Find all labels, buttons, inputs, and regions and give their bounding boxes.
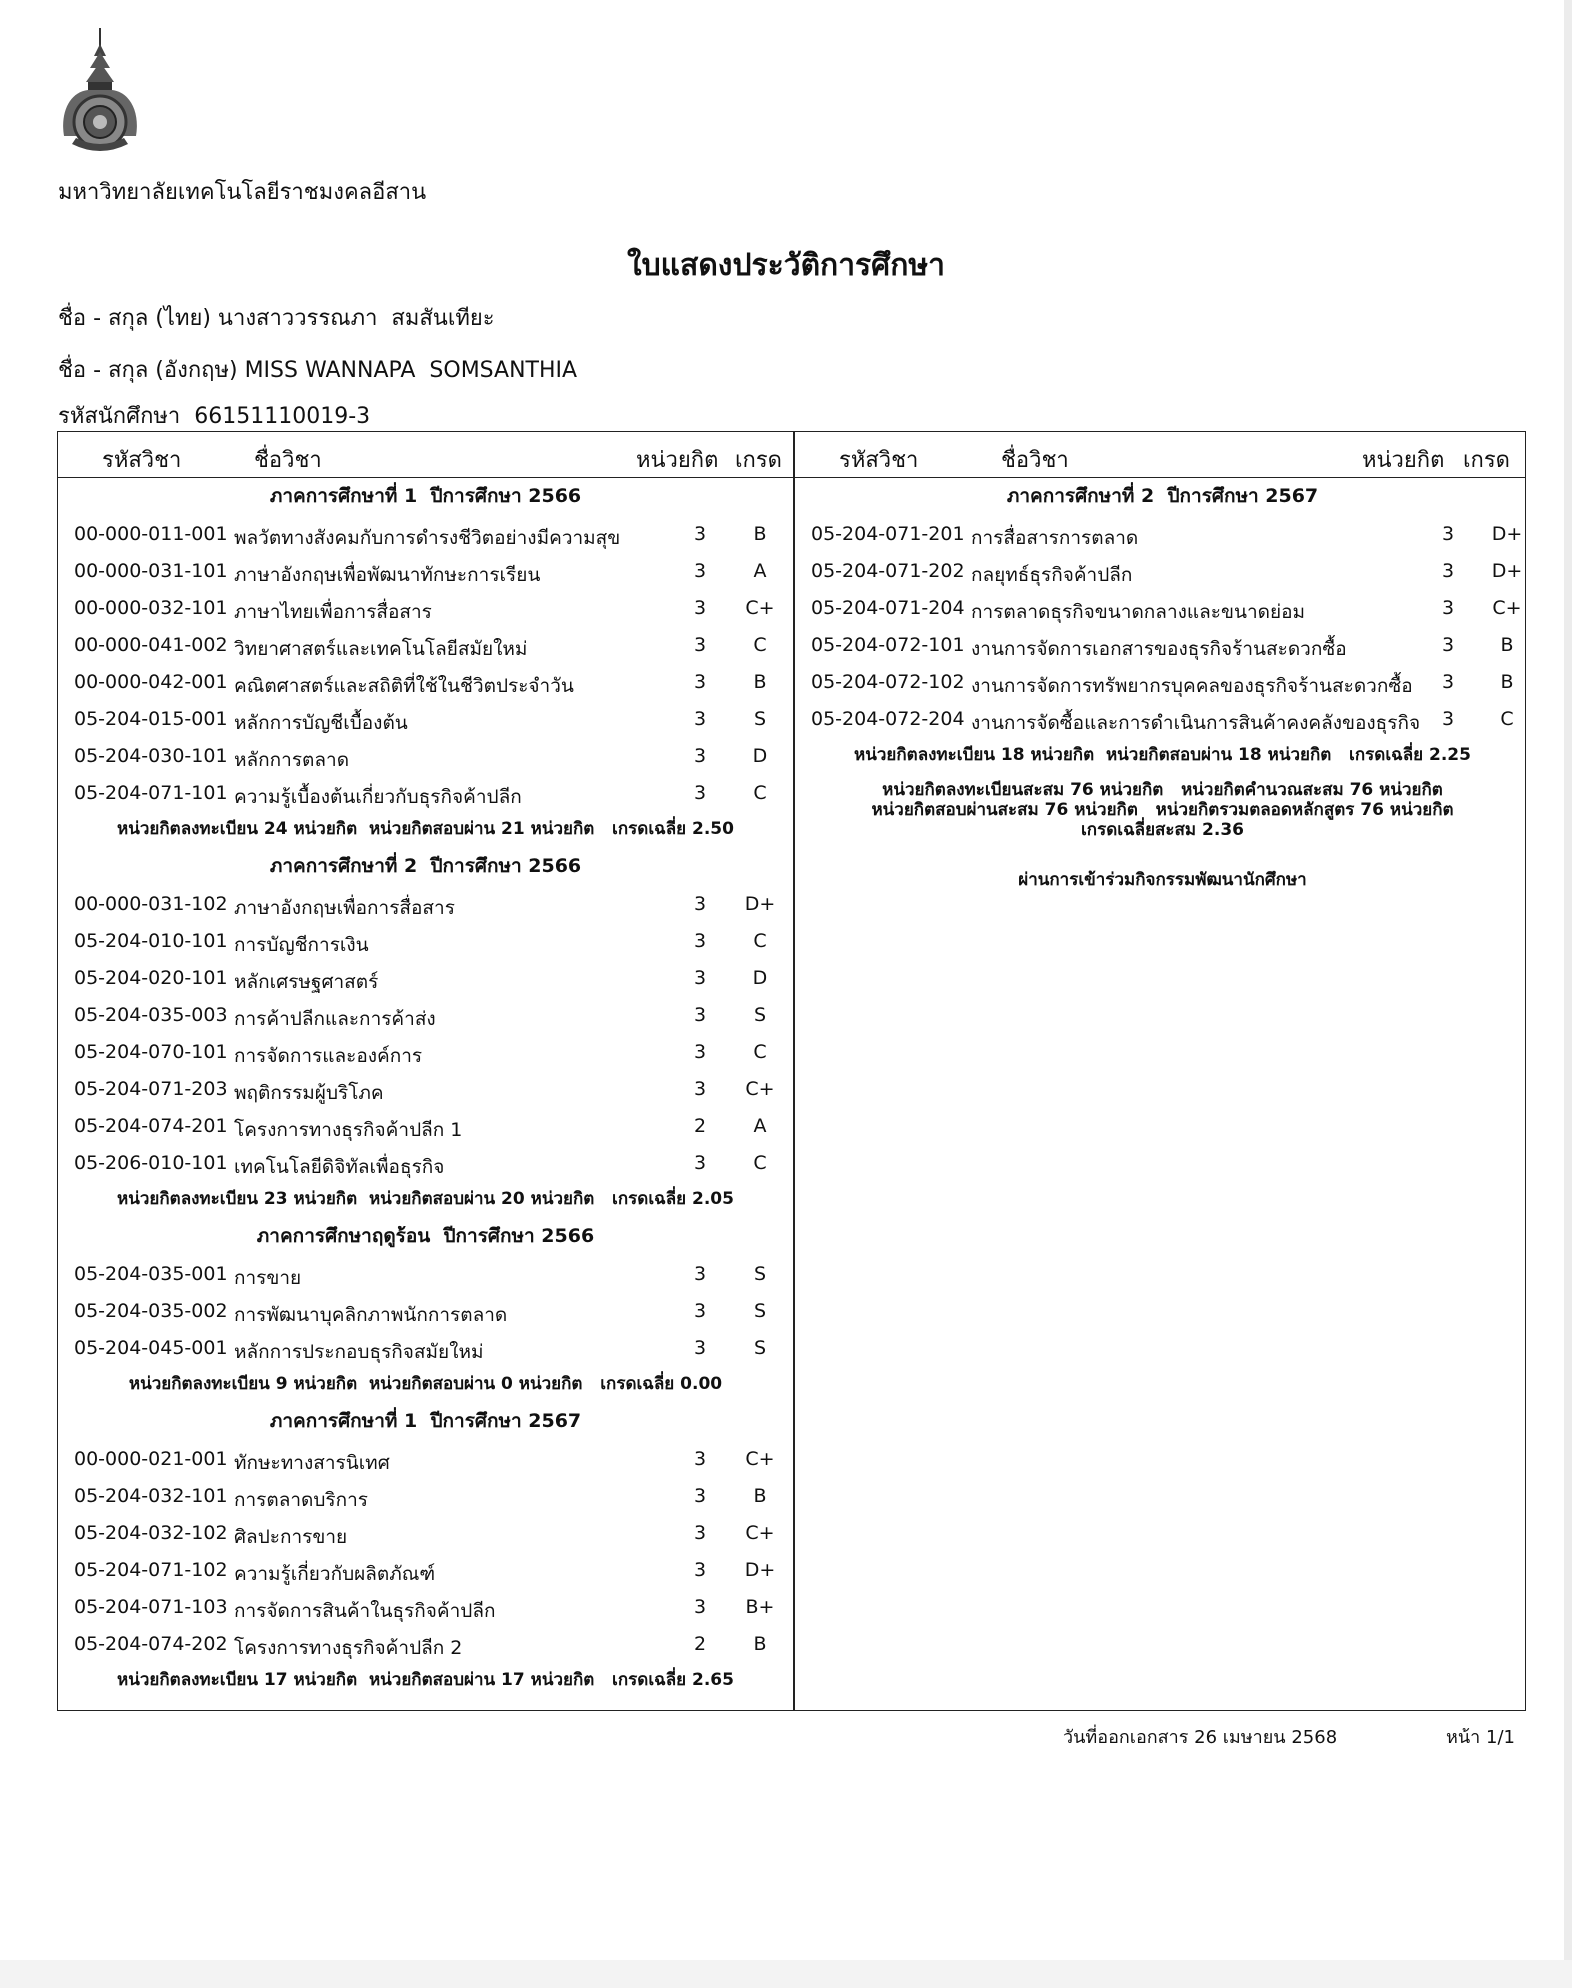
course-name: งานการจัดการทรัพยากรบุคคลของธุรกิจร้านสะดวกซื้อ	[971, 675, 1413, 697]
course-grade: C	[753, 1152, 767, 1174]
course-row	[58, 996, 793, 1033]
course-name: โครงการทางธุรกิจค้าปลีก 1	[234, 1119, 463, 1141]
course-grade: D+	[744, 1559, 776, 1581]
course-name: การจัดการสินค้าในธุรกิจค้าปลีก	[234, 1600, 496, 1622]
course-credits: 3	[1441, 634, 1455, 656]
course-row	[58, 1588, 793, 1625]
course-name: ภาษาอังกฤษเพื่อการสื่อสาร	[234, 897, 455, 919]
course-grade: C+	[745, 1448, 775, 1470]
course-grade: S	[753, 1263, 767, 1285]
course-credits: 3	[693, 782, 707, 804]
semester-title: ภาคการศึกษาที่ 1 ปีการศึกษา 2566	[269, 485, 582, 507]
course-grade: B	[753, 671, 767, 693]
course-credits: 3	[693, 1078, 707, 1100]
course-code: 00-000-032-101	[74, 597, 228, 619]
course-credits: 3	[1441, 597, 1455, 619]
course-code: 00-000-031-102	[74, 893, 228, 915]
student-id-line	[58, 398, 370, 433]
course-row	[58, 922, 793, 959]
course-row	[58, 1551, 793, 1588]
course-credits: 3	[693, 523, 707, 545]
course-name: คณิตศาสตร์และสถิติที่ใช้ในชีวิตประจำวัน	[234, 675, 574, 697]
course-credits: 3	[693, 893, 707, 915]
course-name: งานการจัดซื้อและการดำเนินการสินค้าคงคลังของธุรกิจ	[971, 712, 1421, 734]
semester-title: ภาคการศึกษาที่ 2 ปีการศึกษา 2567	[1006, 485, 1319, 507]
course-credits: 3	[693, 708, 707, 730]
course-row	[58, 589, 793, 626]
course-grade: C	[753, 1041, 767, 1063]
course-code: 05-204-045-001	[74, 1337, 228, 1359]
course-credits: 3	[693, 1522, 707, 1544]
course-name: การตลาดบริการ	[234, 1489, 369, 1511]
course-grade: D+	[1491, 560, 1523, 582]
course-grade: B+	[745, 1596, 775, 1618]
course-code: 05-204-030-101	[74, 745, 228, 767]
course-name: พฤติกรรมผู้บริโภค	[234, 1082, 384, 1104]
course-name: พลวัตทางสังคมกับการดำรงชีวิตอย่างมีความสุข	[234, 527, 621, 549]
course-grade: C+	[745, 1078, 775, 1100]
semester-title: ภาคการศึกษาที่ 2 ปีการศึกษา 2566	[269, 855, 582, 877]
name-thai-label: ชื่อ - สกุล (ไทย)	[58, 306, 211, 331]
course-credits: 3	[693, 671, 707, 693]
course-code: 05-204-035-003	[74, 1004, 228, 1026]
course-credits: 2	[693, 1633, 707, 1655]
header-name-left: ชื่อวิชา	[254, 448, 322, 473]
course-code: 05-204-072-102	[811, 671, 965, 693]
document-title: ใบแสดงประวัติการศึกษา	[626, 248, 946, 283]
header-code-right: รหัสวิชา	[839, 448, 919, 473]
course-grade: A	[753, 560, 767, 582]
course-name: ความรู้เบื้องต้นเกี่ยวกับธุรกิจค้าปลีก	[234, 786, 522, 808]
course-row	[58, 1144, 793, 1181]
course-code: 05-204-015-001	[74, 708, 228, 730]
name-english-value: MISS WANNAPA SOMSANTHIA	[244, 358, 578, 383]
course-credits: 3	[1441, 523, 1455, 545]
course-row	[58, 1329, 793, 1366]
course-credits: 3	[693, 560, 707, 582]
table-header	[58, 432, 1525, 478]
course-code: 05-204-035-002	[74, 1300, 228, 1322]
course-grade: D+	[1491, 523, 1523, 545]
course-grade: C+	[745, 597, 775, 619]
course-name: การบัญชีการเงิน	[234, 934, 369, 956]
course-credits: 3	[693, 1004, 707, 1026]
course-credits: 3	[693, 634, 707, 656]
course-grade: S	[753, 708, 767, 730]
course-row	[795, 700, 1530, 737]
cumulative-summary	[795, 774, 1530, 840]
course-name: วิทยาศาสตร์และเทคโนโลยีสมัยใหม่	[234, 638, 528, 660]
course-credits: 3	[693, 930, 707, 952]
course-code: 05-204-070-101	[74, 1041, 228, 1063]
course-row	[58, 1625, 793, 1662]
course-grade: B	[753, 1633, 767, 1655]
course-name: หลักการตลาด	[234, 749, 350, 771]
course-name: การพัฒนาบุคลิกภาพนักการตลาด	[234, 1304, 508, 1326]
semester-summary: หน่วยกิตลงทะเบียน 9 หน่วยกิต หน่วยกิตสอบผ่าน 0 หน่วยกิต เกรดเฉลี่ย 0.00	[128, 1374, 723, 1394]
course-name: การตลาดธุรกิจขนาดกลางและขนาดย่อม	[971, 601, 1306, 623]
semester-title: ภาคการศึกษาที่ 1 ปีการศึกษา 2567	[269, 1410, 582, 1432]
semester-summary: หน่วยกิตลงทะเบียน 23 หน่วยกิต หน่วยกิตสอบผ่าน 20 หน่วยกิต เกรดเฉลี่ย 2.05	[117, 1189, 734, 1209]
course-code: 05-204-020-101	[74, 967, 228, 989]
course-code: 05-204-071-101	[74, 782, 228, 804]
course-name: โครงการทางธุรกิจค้าปลีก 2	[234, 1637, 463, 1659]
student-id-label: รหัสนักศึกษา	[58, 404, 181, 429]
course-row	[795, 552, 1530, 589]
right-column	[795, 478, 1530, 893]
course-code: 00-000-011-001	[74, 523, 228, 545]
course-grade: D	[752, 745, 768, 767]
course-code: 00-000-021-001	[74, 1448, 228, 1470]
cumulative-line-2: หน่วยกิตสอบผ่านสะสม 76 หน่วยกิต หน่วยกิตรวมตลอดหลักสูตร 76 หน่วยกิต	[871, 800, 1454, 820]
course-credits: 3	[693, 1559, 707, 1581]
course-code: 05-204-072-204	[811, 708, 965, 730]
course-name: หลักเศรษฐศาสตร์	[234, 971, 379, 993]
page-number: หน้า 1/1	[1446, 1727, 1515, 1748]
course-credits: 3	[693, 597, 707, 619]
course-credits: 3	[693, 1152, 707, 1174]
activity-note: ผ่านการเข้าร่วมกิจกรรมพัฒนานักศึกษา	[1018, 870, 1307, 890]
course-code: 05-204-071-201	[811, 523, 965, 545]
course-grade: S	[753, 1004, 767, 1026]
course-grade: S	[753, 1300, 767, 1322]
course-grade: C+	[745, 1522, 775, 1544]
course-name: งานการจัดการเอกสารของธุรกิจร้านสะดวกซื้อ	[971, 638, 1347, 660]
course-grade: A	[753, 1115, 767, 1137]
course-row	[58, 1255, 793, 1292]
course-grade: C	[753, 782, 767, 804]
semester-title: ภาคการศึกษาฤดูร้อน ปีการศึกษา 2566	[256, 1225, 595, 1247]
course-code: 05-204-074-202	[74, 1633, 228, 1655]
course-credits: 3	[693, 967, 707, 989]
left-column	[58, 478, 793, 1699]
transcript-table	[57, 431, 1526, 1711]
course-grade: B	[1500, 634, 1514, 656]
course-row	[58, 663, 793, 700]
page-edge-shadow	[1564, 0, 1572, 1988]
course-name: การขาย	[234, 1267, 302, 1289]
course-row	[58, 1292, 793, 1329]
course-name: ภาษาไทยเพื่อการสื่อสาร	[234, 601, 432, 623]
course-grade: S	[753, 1337, 767, 1359]
course-credits: 3	[693, 1041, 707, 1063]
course-grade: B	[1500, 671, 1514, 693]
course-code: 05-204-071-204	[811, 597, 965, 619]
course-name: การจัดการและองค์การ	[234, 1045, 423, 1067]
course-credits: 3	[1441, 671, 1455, 693]
course-name: ความรู้เกี่ยวกับผลิตภัณฑ์	[234, 1563, 436, 1585]
course-row	[58, 1477, 793, 1514]
course-code: 05-204-071-103	[74, 1596, 228, 1618]
header-credits-left: หน่วยกิต	[636, 448, 719, 473]
course-row	[58, 552, 793, 589]
university-seal-icon	[58, 26, 142, 158]
semester-summary: หน่วยกิตลงทะเบียน 18 หน่วยกิต หน่วยกิตสอบผ่าน 18 หน่วยกิต เกรดเฉลี่ย 2.25	[854, 745, 1471, 765]
course-row	[58, 774, 793, 811]
course-name: เทคโนโลยีดิจิทัลเพื่อธุรกิจ	[234, 1156, 445, 1178]
course-name: กลยุทธ์ธุรกิจค้าปลีก	[971, 564, 1133, 586]
course-row	[795, 515, 1530, 552]
university-name: มหาวิทยาลัยเทคโนโลยีราชมงคลอีสาน	[58, 180, 427, 205]
course-credits: 2	[693, 1115, 707, 1137]
header-grade-left: เกรด	[735, 448, 782, 473]
course-credits: 3	[693, 1300, 707, 1322]
course-code: 05-204-032-102	[74, 1522, 228, 1544]
course-credits: 3	[693, 1448, 707, 1470]
course-code: 00-000-041-002	[74, 634, 228, 656]
course-row	[58, 1107, 793, 1144]
course-credits: 3	[1441, 560, 1455, 582]
course-grade: B	[753, 1485, 767, 1507]
cumulative-gpa: เกรดเฉลี่ยสะสม 2.36	[1081, 820, 1244, 840]
course-row	[795, 663, 1530, 700]
course-code: 05-204-032-101	[74, 1485, 228, 1507]
course-credits: 3	[693, 1337, 707, 1359]
header-code-left: รหัสวิชา	[102, 448, 182, 473]
course-grade: D	[752, 967, 768, 989]
header-grade-right: เกรด	[1463, 448, 1510, 473]
issue-date: วันที่ออกเอกสาร 26 เมษายน 2568	[1063, 1727, 1338, 1748]
course-code: 05-204-035-001	[74, 1263, 228, 1285]
header-credits-right: หน่วยกิต	[1362, 448, 1445, 473]
course-name: หลักการประกอบธุรกิจสมัยใหม่	[234, 1341, 484, 1363]
course-row	[58, 1440, 793, 1477]
course-name: การค้าปลีกและการค้าส่ง	[234, 1008, 436, 1030]
course-name: ศิลปะการขาย	[234, 1526, 348, 1548]
course-grade: C	[1500, 708, 1514, 730]
course-row	[58, 1070, 793, 1107]
course-code: 05-204-074-201	[74, 1115, 228, 1137]
course-code: 05-204-071-202	[811, 560, 965, 582]
course-row	[58, 515, 793, 552]
course-name: การสื่อสารการตลาด	[971, 527, 1139, 549]
course-name: ภาษาอังกฤษเพื่อพัฒนาทักษะการเรียน	[234, 564, 541, 586]
course-code: 00-000-031-101	[74, 560, 228, 582]
course-row	[58, 885, 793, 922]
semester-summary: หน่วยกิตลงทะเบียน 17 หน่วยกิต หน่วยกิตสอบผ่าน 17 หน่วยกิต เกรดเฉลี่ย 2.65	[117, 1670, 734, 1690]
name-english-label: ชื่อ - สกุล (อังกฤษ)	[58, 358, 238, 383]
course-grade: C	[753, 634, 767, 656]
course-code: 05-204-071-203	[74, 1078, 228, 1100]
name-thai-value: นางสาววรรณภา สมสันเทียะ	[217, 306, 495, 331]
course-row	[58, 700, 793, 737]
course-code: 05-204-010-101	[74, 930, 228, 952]
course-code: 00-000-042-001	[74, 671, 228, 693]
name-thai-line	[58, 300, 495, 335]
name-english-line	[58, 352, 577, 387]
course-grade: C	[753, 930, 767, 952]
course-row	[58, 626, 793, 663]
course-grade: D+	[744, 893, 776, 915]
course-row	[58, 737, 793, 774]
course-code: 05-204-072-101	[811, 634, 965, 656]
course-name: หลักการบัญชีเบื้องต้น	[234, 712, 408, 734]
course-credits: 3	[1441, 708, 1455, 730]
course-row	[58, 1514, 793, 1551]
course-credits: 3	[693, 1596, 707, 1618]
cumulative-line-1: หน่วยกิตลงทะเบียนสะสม 76 หน่วยกิต หน่วยกิตคำนวณสะสม 76 หน่วยกิต	[882, 780, 1443, 800]
course-credits: 3	[693, 1263, 707, 1285]
course-name: ทักษะทางสารนิเทศ	[234, 1452, 390, 1474]
course-row	[795, 589, 1530, 626]
course-code: 05-206-010-101	[74, 1152, 228, 1174]
course-grade: C+	[1492, 597, 1522, 619]
course-row	[795, 626, 1530, 663]
semester-summary: หน่วยกิตลงทะเบียน 24 หน่วยกิต หน่วยกิตสอบผ่าน 21 หน่วยกิต เกรดเฉลี่ย 2.50	[117, 819, 734, 839]
page-bottom-shade	[0, 1960, 1572, 1988]
header-name-right: ชื่อวิชา	[1001, 448, 1069, 473]
student-id-value: 66151110019-3	[194, 404, 371, 429]
course-code: 05-204-071-102	[74, 1559, 228, 1581]
course-credits: 3	[693, 745, 707, 767]
course-row	[58, 1033, 793, 1070]
course-grade: B	[753, 523, 767, 545]
course-row	[58, 959, 793, 996]
course-credits: 3	[693, 1485, 707, 1507]
